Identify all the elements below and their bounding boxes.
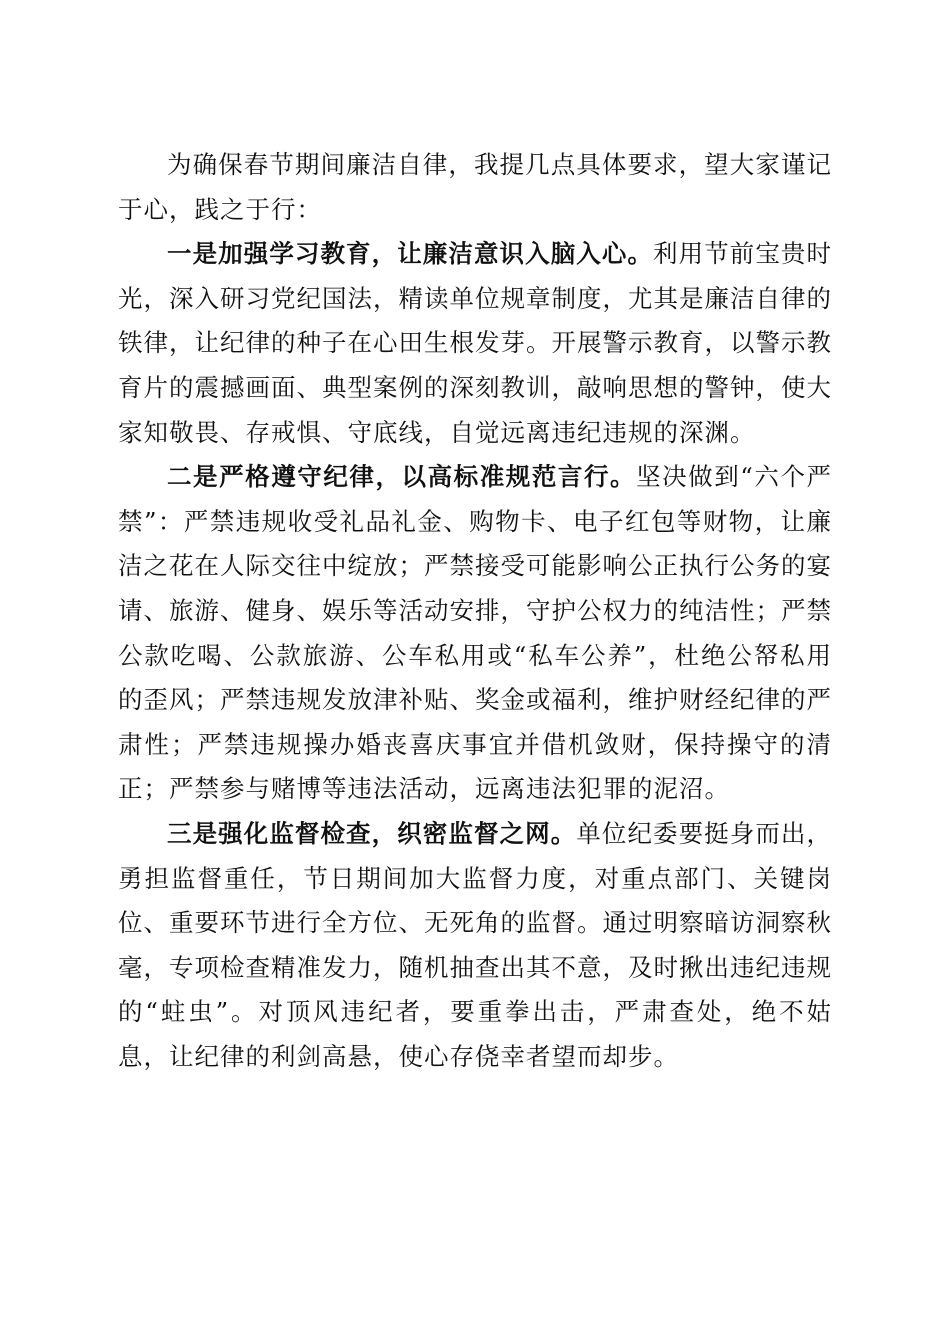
section-2-body: 坚决做到“六个严禁”：严禁违规收受礼品礼金、购物卡、电子红包等财物，让廉洁之花在人际交往中绽放；严禁接受可能影响公正执行公务的宴请、旅游、健身、娱乐等活动安排，守护公权力的纯洁性；严禁公款吃喝、公款旅游、公车私用或“私车公养”，杜绝公帑私用的歪风；严禁违规发放津补贴、奖金或福利，维护财经纪律的严肃性；严禁违规操办婚丧喜庆事宜并借机敛财，保持操守的清正；严禁参与赌博等违法活动，远离违法犯罪的泥沼。: [118, 462, 832, 804]
section-3-paragraph: [118, 812, 832, 1080]
section-3-body: 单位纪委要挺身而出，勇担监督重任，节日期间加大监督力度，对重点部门、关键岗位、重要环节进行全方位、无死角的监督。通过明察暗访洞察秋毫，专项检查精准发力，随机抽查出其不意，及时揪出违纪违规的“蛀虫”。对顶风违纪者，要重拳出击，严肃查处，绝不姑息，让纪律的利剑高悬，使心存侥幸者望而却步。: [118, 818, 833, 1071]
document-body: [118, 143, 832, 1079]
section-2-paragraph: [118, 455, 832, 812]
section-2-heading: 二是严格遵守纪律，以高标准规范言行。: [167, 462, 637, 492]
section-1-paragraph: [118, 232, 832, 455]
intro-paragraph: 为确保春节期间廉洁自律，我提几点具体要求，望大家谨记于心，践之于行：: [118, 150, 832, 224]
section-1-body: 利用节前宝贵时光，深入研习党纪国法，精读单位规章制度，尤其是廉洁自律的铁律，让纪律的种子在心田生根发芽。开展警示教育，以警示教育片的震撼画面、典型案例的深刻教训，敲响思想的警钟，使大家知敬畏、存戒惧、守底线，自觉远离违纪违规的深渊。: [118, 239, 833, 447]
section-3-heading: 三是强化监督检查，织密监督之网。: [167, 818, 577, 848]
section-1-heading: 一是加强学习教育，让廉洁意识入脑入心。: [167, 239, 654, 269]
